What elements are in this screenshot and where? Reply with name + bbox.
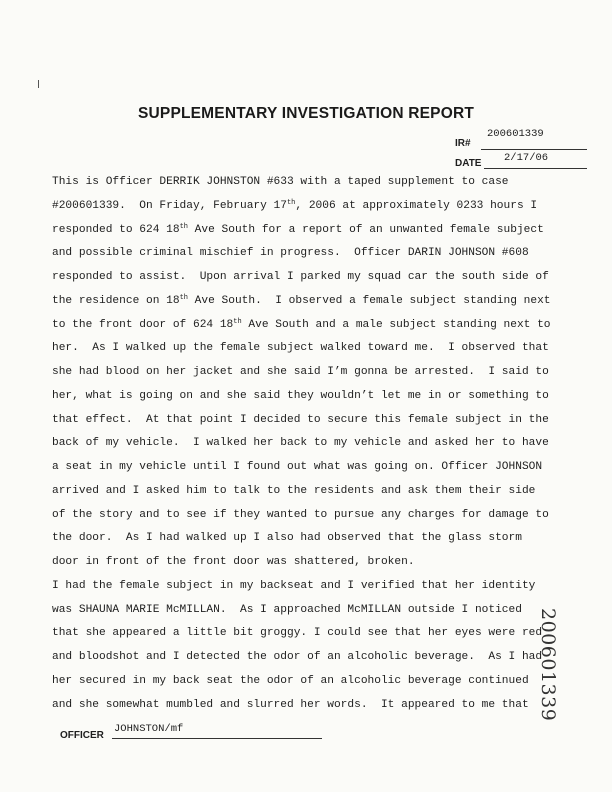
text-run: responded to 624 18 — [52, 223, 180, 236]
report-title: SUPPLEMENTARY INVESTIGATION REPORT — [137, 105, 475, 122]
body-line — [52, 219, 562, 243]
body-line — [52, 694, 562, 718]
text-run: her. As I walked up the female subject walked toward me. I observed that — [52, 342, 549, 355]
body-line — [52, 622, 562, 646]
text-run: Ave South for a report of an unwanted female subject — [187, 223, 544, 236]
body-line — [52, 527, 562, 551]
officer-field — [60, 722, 340, 746]
body-line — [52, 599, 562, 623]
body-line — [52, 385, 562, 409]
body-line — [52, 361, 562, 385]
text-run: arrived and I asked him to talk to the residents and ask them their side — [52, 484, 536, 497]
text-run: door in front of the front door was shattered, broken. — [52, 556, 415, 568]
body-line — [52, 195, 562, 219]
body-line — [52, 171, 562, 195]
date-underline — [484, 168, 587, 169]
body-line — [52, 504, 562, 528]
body-line — [52, 242, 562, 266]
text-run: back of my vehicle. I walked her back to my vehicle and asked her to have — [52, 437, 549, 450]
ordinal-suffix: th — [233, 317, 242, 326]
body-line — [52, 337, 562, 361]
text-run: #200601339. On Friday, February 17 — [52, 199, 287, 212]
officer-label: OFFICER — [60, 730, 104, 741]
text-run: the residence on 18 — [52, 294, 180, 307]
text-run: , 2006 at approximately 0233 hours I — [295, 199, 538, 212]
handwritten-case-number — [537, 608, 579, 758]
body-line — [52, 456, 562, 480]
text-run: of the story and to see if they wanted to pursue any charges for damage to — [52, 508, 549, 521]
text-run: and possible criminal mischief in progress. Officer DARIN JOHNSON #608 — [52, 247, 529, 260]
ir-label: IR# — [455, 138, 471, 149]
body-line — [52, 409, 562, 433]
text-run: I had the female subject in my backseat and I verified that her identity — [52, 579, 536, 592]
text-run: her secured in my back seat the odor of an alcoholic beverage continued — [52, 674, 529, 687]
ir-number-field — [440, 128, 590, 152]
text-run: and bloodshot and I detected the odor of an alcoholic beverage. As I had — [52, 651, 543, 663]
text-run: to the front door of 624 18 — [52, 318, 234, 331]
officer-underline — [112, 738, 322, 739]
text-run: that effect. At that point I decided to secure this female subject in the — [52, 413, 549, 426]
text-run: she had blood on her jacket and she said I’m gonna be arrested. I said to — [52, 366, 549, 378]
body-line — [52, 432, 562, 456]
ir-number-value: 200601339 — [487, 128, 544, 140]
text-run: a seat in my vehicle until I found out what was going on. Officer JOHNSON — [52, 461, 543, 473]
scan-mark — [38, 80, 39, 88]
officer-value: JOHNSTON/mf — [114, 723, 184, 735]
body-line — [52, 314, 562, 338]
body-line — [52, 670, 562, 694]
ordinal-suffix: th — [286, 198, 296, 207]
body-line — [52, 646, 562, 670]
date-label: DATE — [455, 158, 482, 169]
date-value: 2/17/06 — [504, 152, 549, 164]
handwritten-case-number-text: 200601339 — [537, 608, 559, 722]
text-run: was SHAUNA MARIE McMILLAN. As I approached McMILLAN outside I noticed — [52, 603, 522, 616]
body-line — [52, 551, 562, 575]
report-body-text — [52, 171, 562, 717]
text-run: Ave South. I observed a female subject standing next — [187, 294, 551, 307]
body-line — [52, 575, 562, 599]
text-run: that she appeared a little bit groggy. I could see that her eyes were red — [52, 627, 543, 640]
text-run: the door. As I had walked up I also had observed that the glass storm — [52, 532, 522, 545]
text-run: and she somewhat mumbled and slurred her words. It appeared to me that — [52, 698, 529, 711]
ordinal-suffix: th — [179, 222, 188, 231]
ordinal-suffix: th — [179, 293, 188, 302]
text-run: her, what is going on and she said they wouldn’t let me in or something to — [52, 389, 549, 402]
body-line — [52, 266, 562, 290]
text-run: responded to assist. Upon arrival I parked my squad car the south side of — [52, 271, 549, 283]
text-run: Ave South and a male subject standing next to — [241, 318, 551, 331]
text-run: This is Officer DERRIK JOHNSTON #633 with a taped supplement to case — [52, 176, 509, 188]
body-line — [52, 480, 562, 504]
body-line — [52, 290, 562, 314]
